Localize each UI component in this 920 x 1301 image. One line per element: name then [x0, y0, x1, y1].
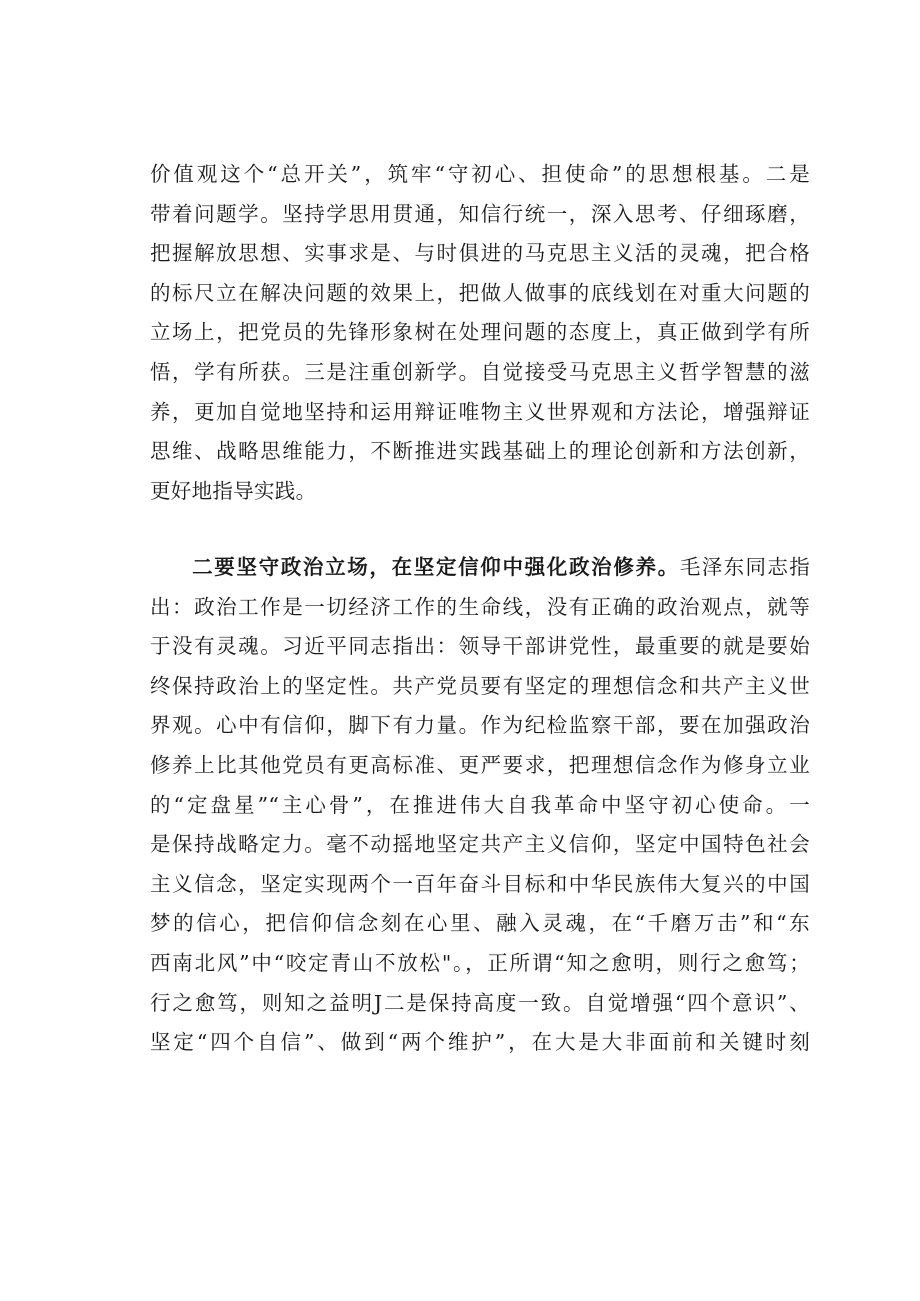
- text-line: 坚定“四个自信”、做到“两个维护”，在大是大非面前和关键时刻: [150, 1030, 810, 1055]
- text-line: 主义信念，坚定实现两个一百年奋斗目标和中华民族伟大复兴的中国: [150, 871, 810, 896]
- text-line: 梦的信心，把信仰信念刻在心里、融入灵魂，在“千磨万击”和“东: [150, 911, 810, 936]
- text-line: 养，更加自觉地坚持和运用辩证唯物主义世界观和方法论，增强辩证: [150, 399, 810, 424]
- text-line: 界观。心中有信仰，脚下有力量。作为纪检监察干部，要在加强政治: [150, 713, 810, 738]
- text-line: 悟，学有所获。三是注重创新学。自觉接受马克思主义哲学智慧的滋: [150, 359, 810, 384]
- text-line: 价值观这个“总开关”，筑牢“守初心、担使命”的思想根基。二是: [150, 162, 810, 186]
- text-line: 更好地指导实践。: [150, 478, 317, 503]
- text-line: 行之愈笃，则知之益明J二是保持高度一致。自觉增强“四个意识”、: [150, 990, 810, 1015]
- text-line: 西南北风”中“咬定青山不放松"。，正所谓“知之愈明，则行之愈笃；: [150, 950, 810, 975]
- text-line: 立场上，把党员的先锋形象树在处理问题的态度上，真正做到学有所: [150, 320, 810, 345]
- paragraph-1: [150, 155, 810, 511]
- text-line: 思维、战略思维能力，不断推进实践基础上的理论创新和方法创新，: [150, 439, 810, 464]
- text-line: 出：政治工作是一切经济工作的生命线，没有正确的政治观点，就等: [150, 594, 810, 619]
- text-line: 于没有灵魂。习近平同志指出：领导干部讲党性，最重要的就是要始: [150, 634, 810, 659]
- text-line: 终保持政治上的坚定性。共产党员要有坚定的理想信念和共产主义世: [150, 673, 810, 698]
- text-line: 的“定盘星”“主心骨”，在推进伟大自我革命中坚守初心使命。一: [150, 792, 810, 817]
- text-line: 的标尺立在解决问题的效果上，把做人做事的底线划在对重大问题的: [150, 280, 810, 305]
- paragraph-2: [150, 548, 810, 1063]
- text-line: 把握解放思想、实事求是、与时俱进的马克思主义活的灵魂，把合格: [150, 241, 810, 266]
- heading-continuation: 毛泽东同志指: [679, 555, 810, 579]
- text-line: 是保持战略定力。毫不动摇地坚定共产主义信仰，坚定中国特色社会: [150, 832, 810, 857]
- section-heading: 二要坚守政治立场，在坚定信仰中强化政治修养。: [191, 555, 680, 579]
- text-line-first: [150, 548, 810, 588]
- text-line: 修养上比其他党员有更高标准、更严要求，把理想信念作为修身立业: [150, 752, 810, 777]
- text-line: 带着问题学。坚持学思用贯通，知信行统一，深入思考、仔细琢磨，: [150, 201, 810, 226]
